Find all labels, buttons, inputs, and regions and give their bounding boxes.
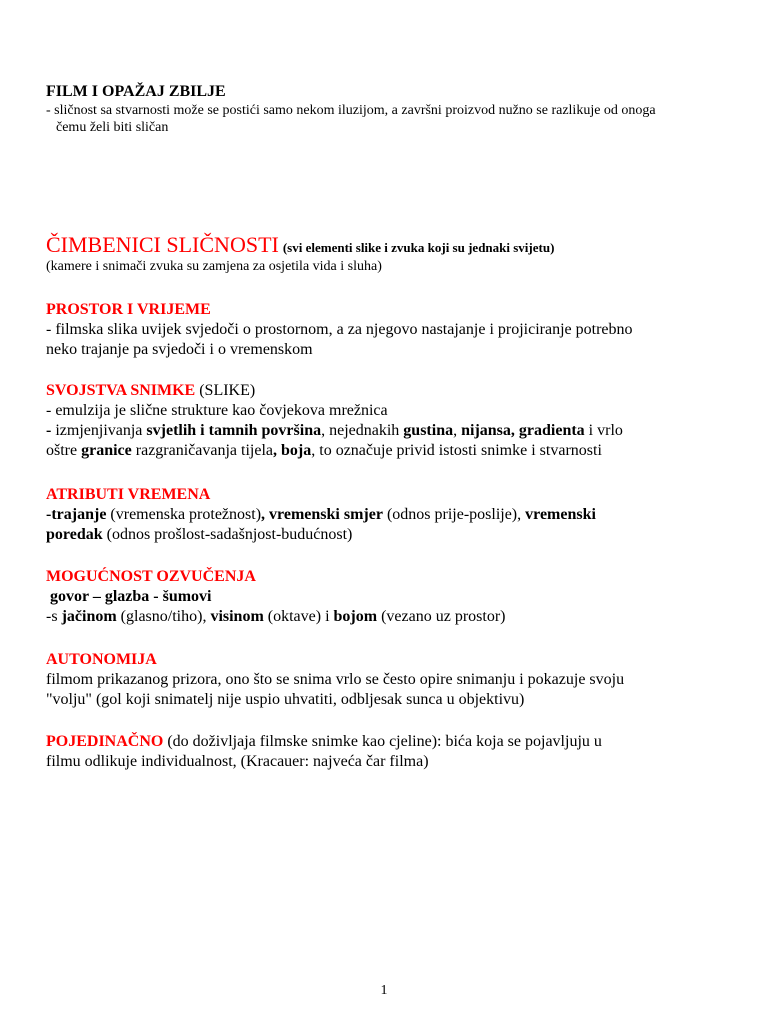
text-run: (oktave) i [263,608,334,625]
section-title: FILM I OPAŽAJ ZBILJE [46,83,226,100]
section-svojstva-snimke [46,381,736,461]
section-title-note: (svi elementi slike i zvuka koji su jednaki svijetu) [282,240,555,255]
section-mogucnost-ozvucenja [46,567,736,627]
paragraph-line: - filmska slika uvijek svjedoči o prostornom, a za njegovo nastajanje i projiciranje potrebno [46,321,633,338]
section-title-rest: (do doživljaja filmske snimke kao cjeline): bića koja se pojavljuju u [163,733,602,750]
section-title-rest: (SLIKE) [195,382,256,399]
text-run: , [453,422,462,439]
bold-text-run: , vremenski smjer [261,506,383,523]
bold-text-run: visinom [210,608,264,625]
text-run: i vrlo [584,422,623,439]
bold-text-run: poredak [46,526,103,543]
paragraph-line: filmom prikazanog prizora, ono što se snima vrlo se često opire snimanju i pokazuje svoju [46,671,625,688]
text-run: (vezano uz prostor) [377,608,506,625]
bold-text-run: jačinom [61,608,117,625]
bold-text-run: nijansa, gradienta [461,422,585,439]
section-title: ATRIBUTI VREMENA [46,486,211,503]
section-autonomija [46,650,736,710]
section-heading [46,732,736,752]
section-title: AUTONOMIJA [46,651,157,668]
text-run: (odnos prošlost-sadašnjost-budućnost) [102,526,353,543]
text-run: , to označuje privid istosti snimke i stvarnosti [311,442,602,459]
section-pojedinacno [46,732,736,772]
section-film-i-opazaj [46,82,736,136]
paragraph-line: neko trajanje pa svjedoči i o vremenskom [46,341,313,358]
text-run: (vremenska protežnost) [106,506,262,523]
section-atributi-vremena [46,485,736,545]
text-run: oštre [46,442,82,459]
text-run: (glasno/tiho), [116,608,211,625]
section-title: ČIMBENICI SLIČNOSTI [46,232,279,257]
paragraph-line: (kamere i snimači zvuka su zamjena za osjetila vida i sluha) [46,259,382,274]
paragraph-line: - sličnost sa stvarnosti može se postići samo nekom iluzijom, a završni proizvod nužno se razlikuje od onoga [46,103,656,118]
bold-text-run: , boja [273,442,312,459]
section-heading [46,232,736,258]
bold-text-run: -trajanje [46,506,107,523]
paragraph-line [46,525,736,545]
section-heading [46,381,736,401]
section-title: POJEDINAČNO [46,733,164,750]
text-run: (odnos prije-poslije), [382,506,526,523]
paragraph-line: "volju" (gol koji snimatelj nije uspio uhvatiti, odbljesak sunca u objektivu) [46,691,525,708]
paragraph-line [46,421,736,441]
paragraph-line [46,505,736,525]
bold-text-run: granice [81,442,132,459]
bold-text-run: bojom [333,608,378,625]
paragraph-line: filmu odlikuje individualnost, (Kracauer: najveća čar filma) [46,753,429,770]
bold-text-run: - [46,422,56,439]
section-title: SVOJSTVA SNIMKE [46,382,196,399]
text-run: -s [46,608,62,625]
section-title: PROSTOR I VRIJEME [46,301,211,318]
bold-text-run: svjetlih i tamnih površina [146,422,322,439]
bold-text-run: gustina [403,422,454,439]
paragraph-line: - emulzija je slične strukture kao čovjekova mrežnica [46,402,388,419]
text-run: , nejednakih [321,422,404,439]
section-title: MOGUĆNOST OZVUČENJA [46,568,256,585]
section-prostor-i-vrijeme [46,300,736,360]
paragraph-line: govor – glazba - šumovi [50,588,212,605]
page-number: 1 [380,983,388,998]
paragraph-line: čemu želi biti sličan [56,120,169,135]
paragraph-line [46,441,736,461]
bold-text-run: vremenski [525,506,596,523]
text-run: izmjenjivanja [55,422,147,439]
text-run: razgraničavanja tijela [131,442,274,459]
section-cimbenici-slicnosti [46,232,736,275]
paragraph-line [46,607,736,627]
